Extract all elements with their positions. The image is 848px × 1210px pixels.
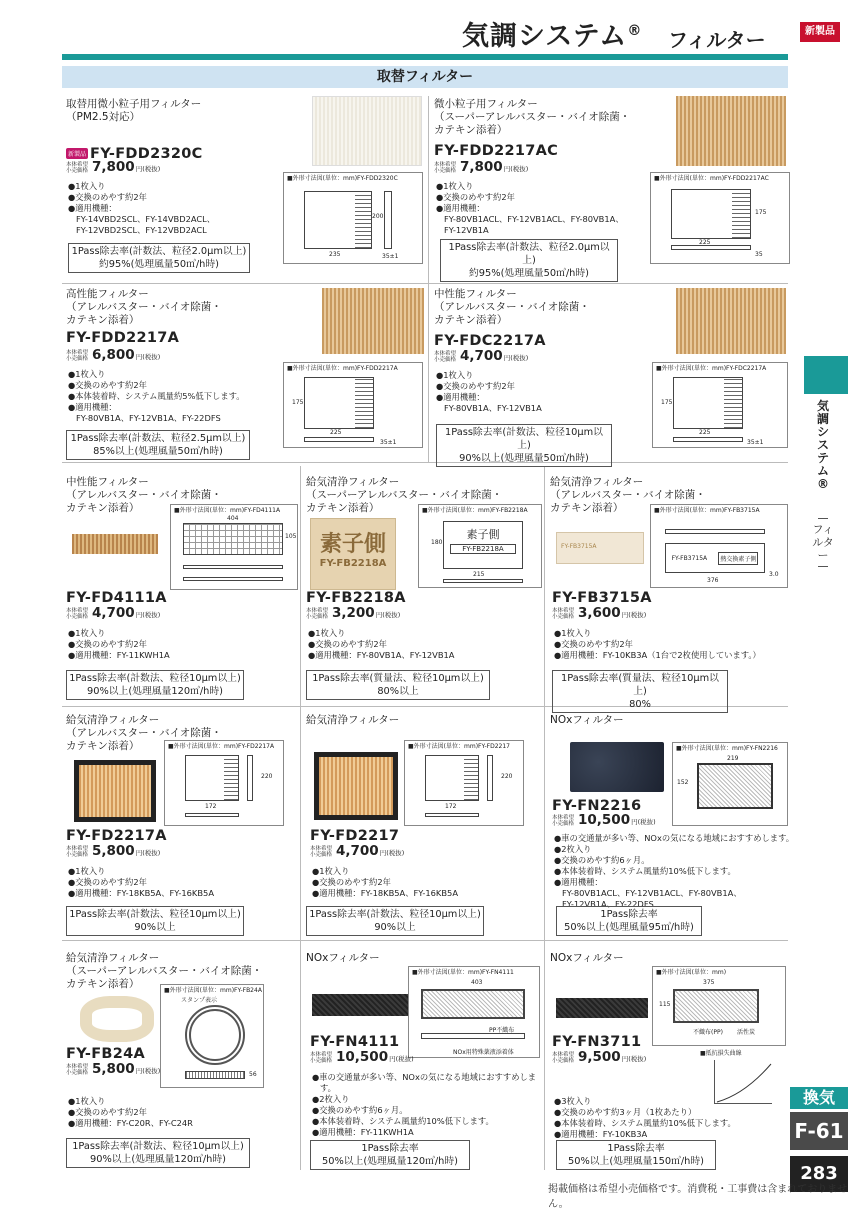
efficiency-box: 1Pass除去率(計数法、粒径10μm以上) 90%以上 xyxy=(306,906,484,936)
side-tab xyxy=(804,356,848,394)
dimension-drawing: ■外形寸法図(単位：mm)FY-FDD2320C 235 200 35±1 xyxy=(283,172,423,264)
dimension-drawing: ■外形寸法図(単位：mm) 375 115 不織布(PP) 活性炭 xyxy=(652,966,786,1046)
model-number: FY-FB3715A xyxy=(552,590,652,606)
efficiency-box: 1Pass除去率 50%以上(処理風量150㎥/h時) xyxy=(556,1140,716,1170)
dimension-drawing: ■外形寸法図(単位：mm)FY-FD4111A 404 105 xyxy=(170,504,298,590)
new-product-badge: 新製品 xyxy=(800,22,840,42)
price: 本体希望小売価格 10,500 円(税抜) xyxy=(310,1049,414,1065)
product-category: NOxフィルター xyxy=(306,952,380,964)
page-subtitle: フィルター xyxy=(668,28,766,52)
product-category: 給気清浄フィルター （アレルバスター・バイオ除菌・ カテキン添着） xyxy=(550,476,706,514)
product-image xyxy=(570,742,664,792)
model-number: FY-FB2218A xyxy=(306,590,406,606)
price: 本体希望小売価格 6,800 円(税抜) xyxy=(66,347,161,363)
spec-list: ●1枚入り ●交換のめやす約2年 ●本体装着時、システム風量約5%低下します。 ●適用機種： FY-80VB1A、FY-12VB1A、FY-22DFS xyxy=(68,369,245,423)
spec-list: ●1枚入り ●交換のめやす約2年 ●適用機種：FY-18KB5A、FY-16KB5A xyxy=(68,866,215,898)
product-image xyxy=(314,752,398,820)
product-category: 給気清浄フィルター （アレルバスター・バイオ除菌・ カテキン添着） xyxy=(66,714,222,752)
header-rule xyxy=(62,54,788,60)
model-number: FY-FN2216 xyxy=(552,798,642,814)
product-category: 中性能フィルター （アレルバスター・バイオ除菌・ カテキン添着） xyxy=(434,288,590,326)
price: 本体希望小売価格 4,700 円(税抜) xyxy=(66,605,161,621)
spec-list: ●1枚入り ●交換のめやす約2年 ●適用機種：FY-11KWH1A xyxy=(68,628,170,660)
col-divider xyxy=(428,96,429,462)
product-image xyxy=(312,994,412,1016)
product-category: 中性能フィルター （アレルバスター・バイオ除菌・ カテキン添着） xyxy=(66,476,222,514)
model-number: FY-FN3711 xyxy=(552,1034,642,1050)
product-image: 素子側 FY-FB2218A xyxy=(310,518,396,590)
price-note: 掲載価格は希望小売価格です。消費税・工事費は含まれておりません。 xyxy=(548,1184,848,1210)
model-number: FY-FB24A xyxy=(66,1046,146,1062)
model-number: FY-FDC2217A xyxy=(434,333,546,349)
model-number: FY-FD2217A xyxy=(66,828,167,844)
row-divider xyxy=(62,283,788,284)
spec-list: ●1枚入り ●交換のめやす約2年 ●適用機種：FY-10KB3A（1台で2枚使用しています。） xyxy=(554,628,761,660)
efficiency-box: 1Pass除去率(計数法、粒径10μm以上) 90%以上(処理風量120㎥/h時) xyxy=(66,670,244,700)
product-image xyxy=(72,534,158,554)
category-tab: 換気 xyxy=(790,1087,848,1109)
spec-list: ●1枚入り ●交換のめやす約2年 ●適用機種：FY-80VB1A、FY-12VB1A xyxy=(308,628,455,660)
spec-list: ●1枚入り ●交換のめやす約2年 ●適用機種： FY-80VB1ACL、FY-12VB1ACL、FY-80VB1A、 FY-12VB1A xyxy=(436,181,624,235)
col-divider xyxy=(544,466,545,1170)
price: 本体希望小売価格 3,200 円(税抜) xyxy=(306,605,401,621)
dimension-drawing: ■外形寸法図(単位：mm)FY-FDD2217A 225 175 35±1 xyxy=(283,362,423,448)
product-image xyxy=(80,996,154,1042)
dimension-drawing: ■外形寸法図(単位：mm)FY-FD2217 172 220 xyxy=(404,740,524,826)
product-category: 高性能フィルター （アレルバスター・バイオ除菌・ カテキン添着） xyxy=(66,288,222,326)
product-category: NOxフィルター xyxy=(550,952,624,964)
page-title: 気調システム® xyxy=(462,21,643,52)
spec-list: ●車の交通量が多い等、NOxの気になる地域におすすめします。 ●2枚入り ●交換のめやす約6ヶ月。 ●本体装着時、システム風量約10%低下します。 ●適用機種： FY-80VB1ACL、FY-12VB1ACL、FY-80VB1A、 FY-12VB1A、FY-22DFS xyxy=(554,833,795,909)
side-vertical-sub: フィルター xyxy=(812,518,834,567)
product-image xyxy=(312,96,422,166)
efficiency-box: 1Pass除去率(質量法、粒径10μm以上) 80%以上 xyxy=(306,670,490,700)
price: 本体希望小売価格 7,800 円(税抜) xyxy=(434,159,529,175)
model-number: FY-FN4111 xyxy=(310,1034,400,1050)
efficiency-box: 1Pass除去率(計数法、粒径10μm以上) 90%以上 xyxy=(66,906,244,936)
efficiency-box: 1Pass除去率(計数法、粒径2.0μm以上) 約95%(処理風量50㎥/h時) xyxy=(440,239,618,282)
product-category: 給気清浄フィルター （スーパーアレルバスター・バイオ除菌・ カテキン添着） xyxy=(66,952,263,990)
spec-list: ●1枚入り ●交換のめやす約2年 ●適用機種：FY-18KB5A、FY-16KB5A xyxy=(312,866,459,898)
efficiency-box: 1Pass除去率(計数法、粒径2.0μm以上) 約95%(処理風量50㎥/h時) xyxy=(68,243,250,273)
product-category: 給気清浄フィルター xyxy=(306,714,400,726)
product-category: 取替用微小粒子用フィルター （PM2.5対応） xyxy=(66,98,202,123)
product-image xyxy=(676,96,786,166)
efficiency-box: 1Pass除去率(計数法、粒径10μm以上) 90%以上(処理風量120㎥/h時) xyxy=(66,1138,250,1168)
dimension-drawing: ■外形寸法図(単位：mm)FY-FN2216 219 152 xyxy=(672,742,788,826)
product-category: 微小粒子用フィルター （スーパーアレルバスター・バイオ除菌・ カテキン添着） xyxy=(434,98,631,136)
section-title: 取替フィルター xyxy=(62,66,788,88)
product-category: NOxフィルター xyxy=(550,714,624,726)
spec-list: ●車の交通量が多い等、NOxの気になる地域におすすめしま す。 ●2枚入り ●交換のめやす約6ヶ月。 ●本体装着時、システム風量約10%低下します。 ●適用機種：FY-11KWH1A xyxy=(312,1072,537,1137)
price: 本体希望小売価格 9,500 円(税抜) xyxy=(552,1049,647,1065)
dimension-drawing: ■外形寸法図(単位：mm)FY-FN4111 403 PP不織布 NOx用特殊薬液添着体 xyxy=(408,966,540,1058)
pressure-loss-chart: ■抵抗損失曲線 xyxy=(700,1050,786,1116)
product-image xyxy=(556,998,648,1018)
dimension-drawing: ■外形寸法図(単位：mm)FY-FB24A スタンプ表示 56 xyxy=(160,984,264,1088)
price: 本体希望小売価格 5,800 円(税抜) xyxy=(66,1061,161,1077)
model-number: FY-FDD2217A xyxy=(66,330,180,346)
efficiency-box: 1Pass除去率(計数法、粒径2.5μm以上) 85%以上(処理風量50㎥/h時) xyxy=(66,430,250,460)
spec-list: ●3枚入り ●交換のめやす約3ヶ月（1枚あたり） ●本体装着時、システム風量約10%低下します。 ●適用機種：FY-10KB3A xyxy=(554,1096,736,1139)
dimension-drawing: ■外形寸法図(単位：mm)FY-FB3715A FY-FB3715A 熱交換素子側 376 3.0 xyxy=(650,504,788,588)
dimension-drawing: ■外形寸法図(単位：mm)FY-FB2218A 素子側 FY-FB2218A 215 180 xyxy=(418,504,542,588)
spec-list: ●1枚入り ●交換のめやす約2年 ●適用機種： FY-80VB1A、FY-12VB1A xyxy=(436,370,542,413)
model-number: FY-FD4111A xyxy=(66,590,167,606)
price: 本体希望小売価格 4,700 円(税抜) xyxy=(310,843,405,859)
side-vertical-title: 気調システム® xyxy=(816,399,829,491)
dimension-drawing: ■外形寸法図(単位：mm)FY-FD2217A 172 220 xyxy=(164,740,284,826)
price: 本体希望小売価格 7,800 円(税抜) xyxy=(66,159,161,175)
price: 本体希望小売価格 5,800 円(税抜) xyxy=(66,843,161,859)
dimension-drawing: ■外形寸法図(単位：mm)FY-FDD2217AC 225 175 35 xyxy=(650,172,790,264)
model-number: 新製品 FY-FDD2320C xyxy=(68,146,203,162)
spec-list: ●1枚入り ●交換のめやす約2年 ●適用機種：FY-C20R、FY-C24R xyxy=(68,1096,193,1128)
product-category: 給気清浄フィルター （スーパーアレルバスター・バイオ除菌・ カテキン添着） xyxy=(306,476,503,514)
page-number: 283 xyxy=(790,1156,848,1192)
col-divider xyxy=(300,466,301,1170)
product-image xyxy=(676,288,786,354)
price: 本体希望小売価格 10,500 円(税抜) xyxy=(552,812,656,828)
model-number: FY-FD2217 xyxy=(310,828,400,844)
model-number: FY-FDD2217AC xyxy=(434,143,559,159)
product-image: FY-FB3715A xyxy=(556,532,644,564)
price: 本体希望小売価格 4,700 円(税抜) xyxy=(434,348,529,364)
dimension-drawing: ■外形寸法図(単位：mm)FY-FDC2217A 225 175 35±1 xyxy=(652,362,788,448)
efficiency-box: 1Pass除去率(計数法、粒径10μm以上) 90%以上(処理風量50㎥/h時) xyxy=(436,424,612,467)
efficiency-box: 1Pass除去率 50%以上(処理風量120㎥/h時) xyxy=(310,1140,470,1170)
row-divider xyxy=(62,462,788,463)
spec-list: ●1枚入り ●交換のめやす約2年 ●適用機種： FY-14VBD2SCL、FY-14VBD2ACL、 FY-12VBD2SCL、FY-12VBD2ACL xyxy=(68,181,216,235)
product-image xyxy=(322,288,424,354)
efficiency-box: 1Pass除去率 50%以上(処理風量95㎥/h時) xyxy=(556,906,702,936)
efficiency-box: 1Pass除去率(質量法、粒径10μm以上) 80% xyxy=(552,670,728,713)
price: 本体希望小売価格 3,600 円(税抜) xyxy=(552,605,647,621)
product-image xyxy=(74,760,156,822)
section-code: F-61 xyxy=(790,1112,848,1150)
row-divider xyxy=(62,940,788,941)
